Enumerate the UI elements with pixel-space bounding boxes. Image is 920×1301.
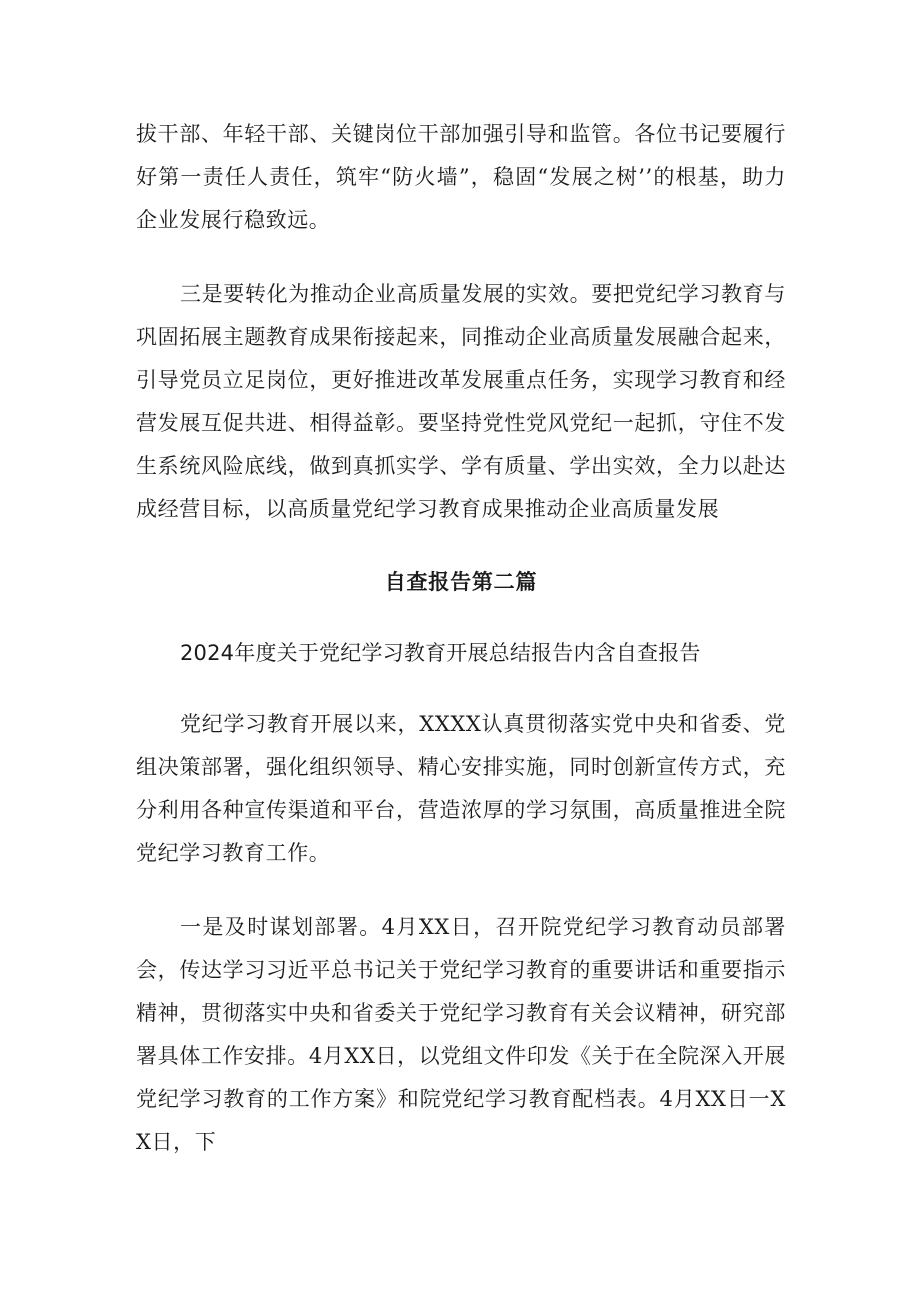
report-title: 2024年度关于党纪学习教育开展总结报告内含自查报告: [180, 641, 701, 665]
intro-paragraph: 党纪学习教育开展以来，XXXX认真贯彻落实党中央和省委、党组决策部署，强化组织领导、精心安排实施，同时创新宣传方式，充分利用各种宣传渠道和平台，营造浓厚的学习氛围，高质量推进全院党纪学习教育工作。: [136, 712, 786, 865]
section-heading: 自查报告第二篇: [384, 570, 538, 594]
paragraph-one: 一是及时谋划部署。4月XX日，召开院党纪学习教育动员部署会，传达学习习近平总书记关于党纪学习教育的重要讲话和重要指示精神，贯彻落实中央和省委关于党纪学习教育有关会议精神，研究部署具体工作安排。4月XX日，以党组文件印发《关于在全院深入开展党纪学习教育的工作方案》和院党纪学习教育配档表。4月XX日一XX日，下: [136, 915, 786, 1154]
paragraph-continued: 拔干部、年轻干部、关键岗位干部加强引导和监管。各位书记要履行好第一责任人责任，筑牢“防火墙”，稳固“发展之树’’的根基，助力企业发展行稳致远。: [136, 122, 786, 232]
paragraph-three: 三是要转化为推动企业高质量发展的实效。要把党纪学习教育与巩固拓展主题教育成果衔接起来，同推动企业高质量发展融合起来，引导党员立足岗位，更好推进改革发展重点任务，实现学习教育和经营发展互促共进、相得益彰。要坚持党性党风党纪一起抓，守住不发生系统风险底线，做到真抓实学、学有质量、学出实效，全力以赴达成经营目标，以高质量党纪学习教育成果推动企业高质量发展: [136, 282, 786, 521]
